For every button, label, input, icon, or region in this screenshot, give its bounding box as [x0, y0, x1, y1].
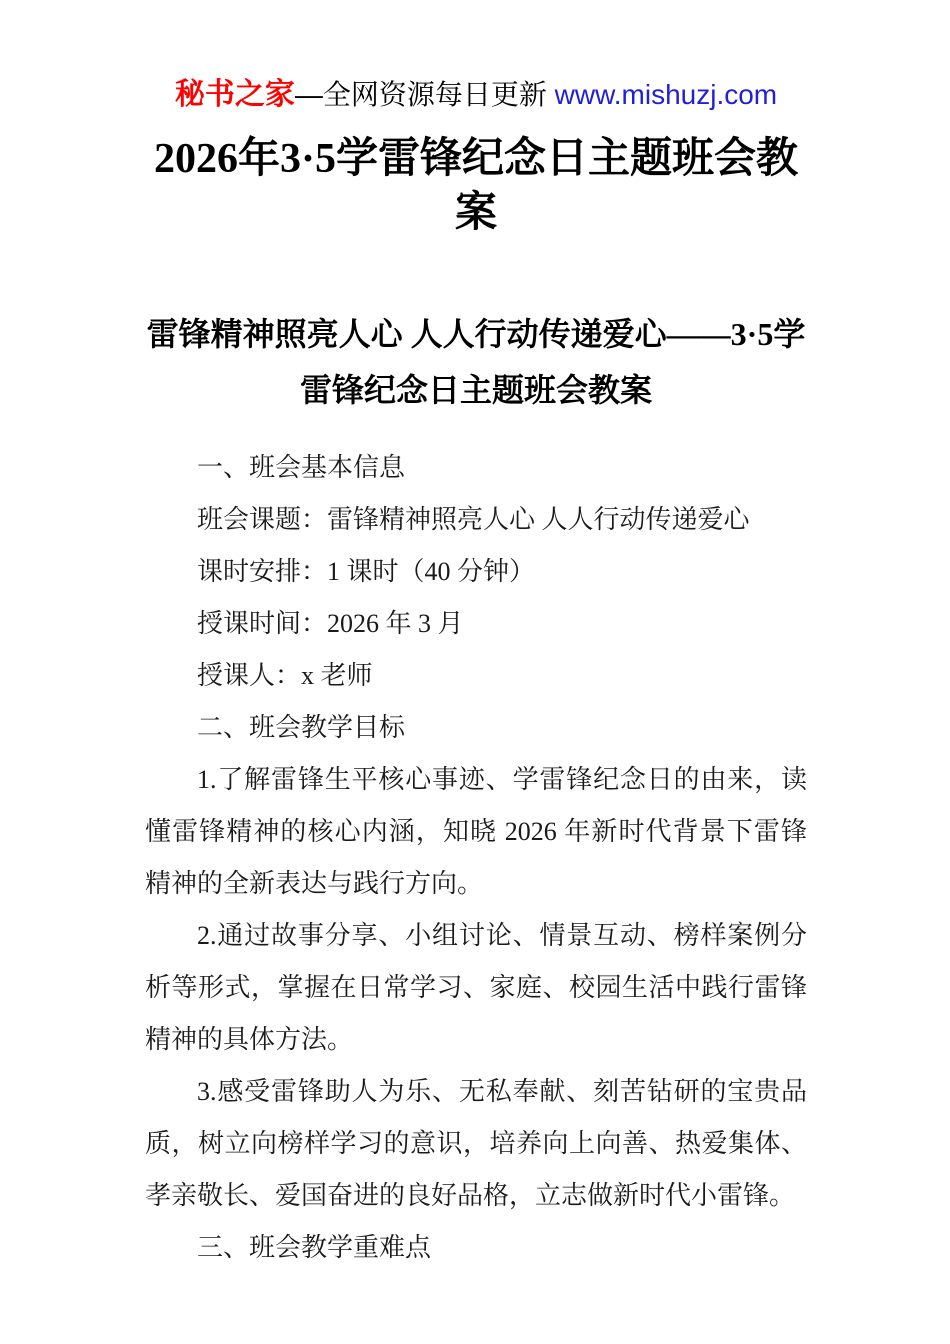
- objective-2-paragraph: 2.通过故事分享、小组讨论、情景互动、榜样案例分析等形式，掌握在日常学习、家庭、校园生活中践行雷锋精神的具体方法。: [145, 921, 807, 1054]
- promo-header: [145, 78, 807, 112]
- objective-1-paragraph: 1.了解雷锋生平核心事迹、学雷锋纪念日的由来，读懂雷锋精神的核心内涵，知晓 2026 年新时代背景下雷锋精神的全新表达与践行方向。: [145, 765, 807, 898]
- document-title: 2026年3·5学雷锋纪念日主题班会教案: [153, 136, 798, 236]
- objective-3-paragraph: 3.感受雷锋助人为乐、无私奉献、刻苦钻研的宝贵品质，树立向榜样学习的意识，培养向上向善、热爱集体、孝亲敬长、爱国奋进的良好品格，立志做新时代小雷锋。: [145, 1077, 807, 1210]
- site-brand-text: 秘书之家: [174, 78, 295, 111]
- document-subtitle: 雷锋精神照亮人心 人人行动传递爱心——3·5学雷锋纪念日主题班会教案: [146, 316, 806, 408]
- promo-tagline: —全网资源每日更新: [294, 79, 555, 110]
- section-2-heading: 二、班会教学目标: [197, 713, 406, 742]
- teacher-line: 授课人：x 老师: [197, 661, 373, 690]
- section-1-heading: 一、班会基本信息: [197, 453, 406, 482]
- class-duration-line: 课时安排：1 课时（40 分钟）: [197, 557, 536, 586]
- class-topic-line: 班会课题：雷锋精神照亮人心 人人行动传递爱心: [197, 505, 750, 534]
- document-body: [145, 442, 807, 1274]
- class-time-line: 授课时间：2026 年 3 月: [197, 609, 464, 638]
- section-3-heading: 三、班会教学重难点: [197, 1233, 432, 1262]
- site-url-link[interactable]: www.mishuzj.com: [554, 79, 778, 110]
